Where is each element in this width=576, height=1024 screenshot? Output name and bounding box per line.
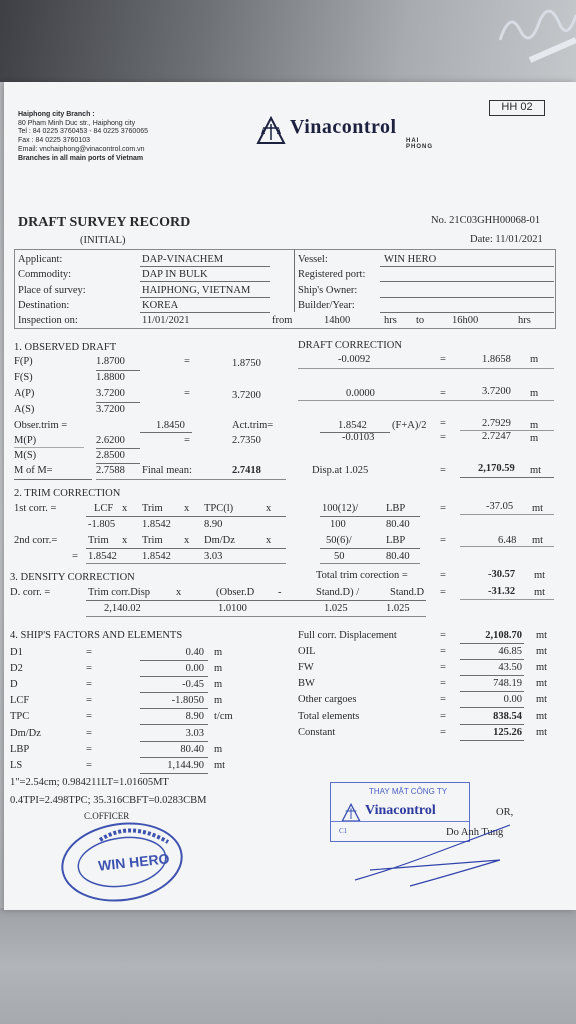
lcf-label: LCF xyxy=(94,503,114,514)
eq-sign: = xyxy=(184,356,190,367)
to-time: 16h00 xyxy=(452,315,479,326)
lcf-value: -1.805 xyxy=(88,519,116,530)
unit-m: m xyxy=(530,354,539,365)
eq-sign: = xyxy=(86,647,92,658)
destination-label: Destination: xyxy=(18,300,70,311)
section-trim-correction: 2. TRIM CORRECTION xyxy=(14,488,121,499)
applicant-label: Applicant: xyxy=(18,254,63,265)
actual-trim-label: Act.trim= xyxy=(232,420,274,431)
factor-value: 0.40 xyxy=(185,647,204,658)
second-corr-value: 6.48 xyxy=(498,535,517,546)
registered-port-label: Registered port: xyxy=(298,269,366,280)
final-mean-value: 2.7418 xyxy=(232,465,261,476)
record-number: No. 21C03GHH00068-01 xyxy=(431,215,541,226)
factor-value: 3.03 xyxy=(185,727,204,739)
destination-value: KOREA xyxy=(142,300,179,311)
eq-sign: = xyxy=(440,678,446,690)
factor-label: D xyxy=(10,679,18,691)
element-value: 748.19 xyxy=(493,678,522,690)
standard-density-value-2: 1.025 xyxy=(386,603,410,614)
displacement-value: 2,170.59 xyxy=(478,463,515,474)
factor-label: LCF xyxy=(10,695,30,707)
eq-sign: = xyxy=(440,587,446,598)
eq-sign: = xyxy=(440,694,446,706)
officer-title-suffix: OR, xyxy=(496,807,514,818)
unit-m: m xyxy=(530,433,539,444)
factor-label: D2 xyxy=(10,663,23,675)
factor-value: 1,144.90 xyxy=(167,759,204,771)
branch-network: Branches in all main ports of Vietnam xyxy=(18,155,144,162)
conversion-line-1: 1"=2.54cm; 0.984211LT=1.01605MT xyxy=(10,777,169,788)
factor-value: 0.00 xyxy=(185,663,204,675)
value-underline xyxy=(140,692,208,693)
stamp-code: C1 xyxy=(339,827,348,835)
unit-m: m xyxy=(530,420,539,431)
ship-stamp-text: WIN HERO xyxy=(97,850,171,874)
lbp-value: 80.40 xyxy=(386,551,410,562)
hrs-label-2: hrs xyxy=(518,315,531,326)
total-trim-value: -30.57 xyxy=(488,569,516,580)
element-label: Constant xyxy=(298,726,336,738)
dmdz-value: 3.03 xyxy=(204,551,223,562)
signature xyxy=(350,820,520,890)
eq-sign: = xyxy=(440,710,446,722)
element-unit: mt xyxy=(536,662,548,674)
officer-name: Do Anh Tung xyxy=(446,827,504,838)
eq-sign: = xyxy=(72,551,78,562)
eq-sign: = xyxy=(440,570,446,581)
trim-value: 1.8542 xyxy=(142,519,171,530)
factor-unit: m xyxy=(214,743,223,755)
value-underline xyxy=(460,659,524,660)
branch-title: Haiphong city Branch : xyxy=(18,111,95,118)
eq-sign: = xyxy=(440,646,446,658)
factor-unit: m xyxy=(214,647,223,658)
eq-sign: = xyxy=(440,388,446,399)
trim-label: Trim xyxy=(142,503,163,514)
factor-label: LS xyxy=(10,759,23,771)
factor-label: TPC xyxy=(10,711,30,723)
mid-corrected: 2.7247 xyxy=(482,431,511,442)
document-code: HH 02 xyxy=(489,100,545,116)
times-sign: x xyxy=(184,503,190,514)
element-value: 2,108.70 xyxy=(485,630,522,641)
lbp-label: LBP xyxy=(386,535,406,546)
times-sign: x xyxy=(122,503,128,514)
factor-100: 100 xyxy=(330,519,346,530)
chief-officer-label: C.OFFICER xyxy=(84,811,130,821)
first-corr-value: -37.05 xyxy=(486,501,514,512)
dmdz-label: Dm/Dz xyxy=(204,535,235,546)
lbp-value: 80.40 xyxy=(386,519,410,530)
commodity-label: Commodity: xyxy=(18,269,72,280)
document-subtitle: (INITIAL) xyxy=(80,235,126,246)
eq-sign: = xyxy=(440,535,446,546)
eq-sign: = xyxy=(86,711,92,723)
background-bottom xyxy=(0,908,576,1024)
applicant-value: DAP-VINACHEM xyxy=(142,254,224,265)
trim-value-a: 1.8542 xyxy=(88,551,117,562)
hrs-label-1: hrs xyxy=(384,315,397,326)
factor-unit: m xyxy=(214,695,223,707)
times-sign: x xyxy=(176,587,182,598)
eq-sign: = xyxy=(440,630,446,641)
eq-sign: = xyxy=(440,503,446,514)
unit-mt: mt xyxy=(530,465,542,476)
aft-correction: 0.0000 xyxy=(346,388,375,399)
factor-value: 8.90 xyxy=(185,711,204,723)
trim-corr-disp-value: 2,140.02 xyxy=(104,603,141,614)
element-unit: mt xyxy=(536,630,548,641)
stand-d-label-2: Stand.D xyxy=(390,587,425,598)
element-value: 838.54 xyxy=(493,710,522,722)
eq-sign: = xyxy=(440,726,446,738)
first-corr-label: 1st corr. = xyxy=(14,503,57,514)
eq-sign: = xyxy=(440,662,446,674)
eq-sign: = xyxy=(184,388,190,399)
builder-year-label: Builder/Year: xyxy=(298,300,355,311)
branch-address: 80 Pham Minh Duc str., Haiphong city xyxy=(18,120,136,127)
element-unit: mt xyxy=(536,710,548,722)
value-underline xyxy=(140,773,208,774)
mofm-label: M of M= xyxy=(14,465,53,476)
eq-sign: = xyxy=(86,759,92,771)
stamp-header: THAY MẶT CÔNG TY xyxy=(369,787,448,796)
fa-mean-label: (F+A)/2 xyxy=(392,420,427,431)
mid-correction: -0.0103 xyxy=(342,432,375,443)
value-underline xyxy=(140,724,208,725)
branch-email: Email: vnchaiphong@vinacontrol.com.vn xyxy=(18,146,145,153)
factor-50: 50 xyxy=(334,551,345,562)
second-corr-label: 2nd corr.= xyxy=(14,535,58,546)
fs-value: 1.8800 xyxy=(96,372,125,383)
fp-value: 1.8700 xyxy=(96,356,125,367)
factor-value: -0.45 xyxy=(182,679,204,691)
element-label: Full corr. Displacement xyxy=(298,630,397,641)
as-value: 3.7200 xyxy=(96,404,125,415)
inspection-label: Inspection on: xyxy=(18,315,78,326)
trim-label: Trim xyxy=(88,535,109,546)
value-underline xyxy=(140,757,208,758)
lbp-label: LBP xyxy=(386,503,406,514)
factor-unit: t/cm xyxy=(214,711,233,723)
trim-label: Trim xyxy=(142,535,163,546)
ms-value: 2.8500 xyxy=(96,450,125,461)
value-underline xyxy=(140,708,208,709)
mp-label: M(P) xyxy=(14,435,37,446)
document-title: DRAFT SURVEY RECORD xyxy=(18,215,191,230)
fa-mean-value: 1.8542 xyxy=(338,420,367,431)
eq-sign: = xyxy=(86,743,92,755)
fs-label: F(S) xyxy=(14,372,33,383)
unit-mt: mt xyxy=(534,570,546,581)
value-underline xyxy=(460,691,524,692)
element-value: 125.26 xyxy=(493,726,522,738)
vessel-label: Vessel: xyxy=(298,254,328,265)
as-label: A(S) xyxy=(14,404,35,415)
final-mean-label: Final mean: xyxy=(142,465,192,476)
factor-label: LBP xyxy=(10,743,30,755)
element-unit: mt xyxy=(536,726,548,738)
unit-m: m xyxy=(530,388,539,399)
observed-trim-label: Obser.trim = xyxy=(14,420,68,431)
eq-sign: = xyxy=(440,418,446,429)
commodity-value: DAP IN BULK xyxy=(142,269,208,280)
from-time: 14h00 xyxy=(324,315,351,326)
eq-sign: = xyxy=(440,432,446,443)
displacement-label: Disp.at 1.025 xyxy=(312,465,369,476)
mp-value: 2.6200 xyxy=(96,435,125,446)
total-trim-label: Total trim corection = xyxy=(316,570,408,581)
element-label: BW xyxy=(298,678,315,690)
eq-sign: = xyxy=(86,695,92,707)
unit-mt: mt xyxy=(532,503,544,514)
fa-mean-result: 2.7929 xyxy=(482,418,511,429)
eq-sign: = xyxy=(440,465,446,476)
eq-sign: = xyxy=(440,354,446,365)
factor-unit: mt xyxy=(214,759,226,771)
element-label: Other cargoes xyxy=(298,694,357,706)
place-value: HAIPHONG, VIETNAM xyxy=(142,285,251,296)
ship-owner-label: Ship's Owner: xyxy=(298,285,358,296)
element-unit: mt xyxy=(536,694,548,706)
place-label: Place of survey: xyxy=(18,285,86,296)
tpc-label: TPC(l) xyxy=(204,503,234,514)
element-label: OIL xyxy=(298,646,316,658)
from-label: from xyxy=(272,315,293,326)
minus-sign: - xyxy=(278,587,282,598)
value-underline xyxy=(460,643,524,644)
factor-value: 80.40 xyxy=(180,743,204,755)
stamp-brand: Vinacontrol xyxy=(365,803,436,818)
eq-sign: = xyxy=(86,727,92,739)
value-underline xyxy=(140,676,208,677)
trim-corr-disp-label: Trim corr.Disp xyxy=(88,587,151,598)
factor-50-6: 50(6)/ xyxy=(326,535,352,546)
element-label: FW xyxy=(298,662,314,674)
mofm-value: 2.7588 xyxy=(96,465,125,476)
factor-100-12: 100(12)/ xyxy=(322,503,359,514)
section-density-correction: 3. DENSITY CORRECTION xyxy=(10,572,135,583)
ap-value: 3.7200 xyxy=(96,388,125,399)
branch-fax: Fax : 84 0225 3760103 xyxy=(18,137,91,144)
branch-tel: Tel : 84 0225 3760453 - 84 0225 3760065 xyxy=(18,128,149,135)
unit-mt: mt xyxy=(534,587,546,598)
obser-d-label: (Obser.D xyxy=(216,587,255,598)
element-value: 0.00 xyxy=(503,694,522,706)
element-label: Total elements xyxy=(298,710,360,722)
ap-label: A(P) xyxy=(14,388,35,399)
aft-corrected: 3.7200 xyxy=(482,386,511,397)
ship-stamp xyxy=(60,810,200,910)
times-sign: x xyxy=(184,535,190,546)
value-underline xyxy=(140,660,208,661)
element-value: 46.85 xyxy=(498,646,522,658)
dcorr-label: D. corr. = xyxy=(10,587,51,598)
section-observed-draft: 1. OBSERVED DRAFT xyxy=(14,342,117,353)
inspection-value: 11/01/2021 xyxy=(142,315,190,326)
factor-value: -1.8050 xyxy=(171,695,204,707)
value-underline xyxy=(460,675,524,676)
factor-unit: m xyxy=(214,679,223,691)
value-underline xyxy=(460,707,524,708)
factor-label: D1 xyxy=(10,647,23,658)
aft-mean: 3.7200 xyxy=(232,390,261,401)
ms-label: M(S) xyxy=(14,450,37,461)
observed-trim-value: 1.8450 xyxy=(156,420,185,431)
trim-value-b: 1.8542 xyxy=(142,551,171,562)
fwd-corrected: 1.8658 xyxy=(482,354,511,365)
fwd-correction: -0.0092 xyxy=(338,354,371,365)
density-corr-value: -31.32 xyxy=(488,586,516,597)
times-sign: x xyxy=(266,503,272,514)
tpc-value: 8.90 xyxy=(204,519,223,530)
value-underline xyxy=(460,724,524,725)
vinacontrol-logo xyxy=(256,114,446,148)
eq-sign: = xyxy=(86,679,92,691)
conversion-line-2: 0.4TPI=2.498TPC; 35.316CBFT=0.0283CBM xyxy=(10,795,207,806)
scales-icon xyxy=(256,116,286,146)
times-sign: x xyxy=(266,535,272,546)
actual-trim-value: 2.7350 xyxy=(232,435,261,446)
fp-label: F(P) xyxy=(14,356,33,367)
factor-label: Dm/Dz xyxy=(10,727,41,739)
vessel-value: WIN HERO xyxy=(384,254,437,265)
factor-unit: m xyxy=(214,663,223,675)
element-unit: mt xyxy=(536,646,548,658)
value-underline xyxy=(460,740,524,741)
fwd-mean: 1.8750 xyxy=(232,358,261,369)
times-sign: x xyxy=(122,535,128,546)
observed-density-value: 1.0100 xyxy=(218,603,247,614)
eq-sign: = xyxy=(184,435,190,446)
section-draft-correction: DRAFT CORRECTION xyxy=(298,340,402,351)
unit-mt: mt xyxy=(532,535,544,546)
to-label: to xyxy=(416,315,425,326)
element-value: 43.50 xyxy=(498,662,522,674)
background-graphic xyxy=(440,0,576,70)
standard-density-value: 1.025 xyxy=(324,603,348,614)
section-ship-factors: 4. SHIP'S FACTORS AND ELEMENTS xyxy=(10,630,183,641)
element-unit: mt xyxy=(536,678,548,690)
record-date: Date: 11/01/2021 xyxy=(470,234,543,245)
logo-name: Vinacontrol xyxy=(290,116,397,138)
eq-sign: = xyxy=(86,663,92,675)
stand-d-label: Stand.D) / xyxy=(316,587,360,598)
logo-sub: HAI PHONG xyxy=(406,138,434,150)
value-underline xyxy=(140,741,208,742)
